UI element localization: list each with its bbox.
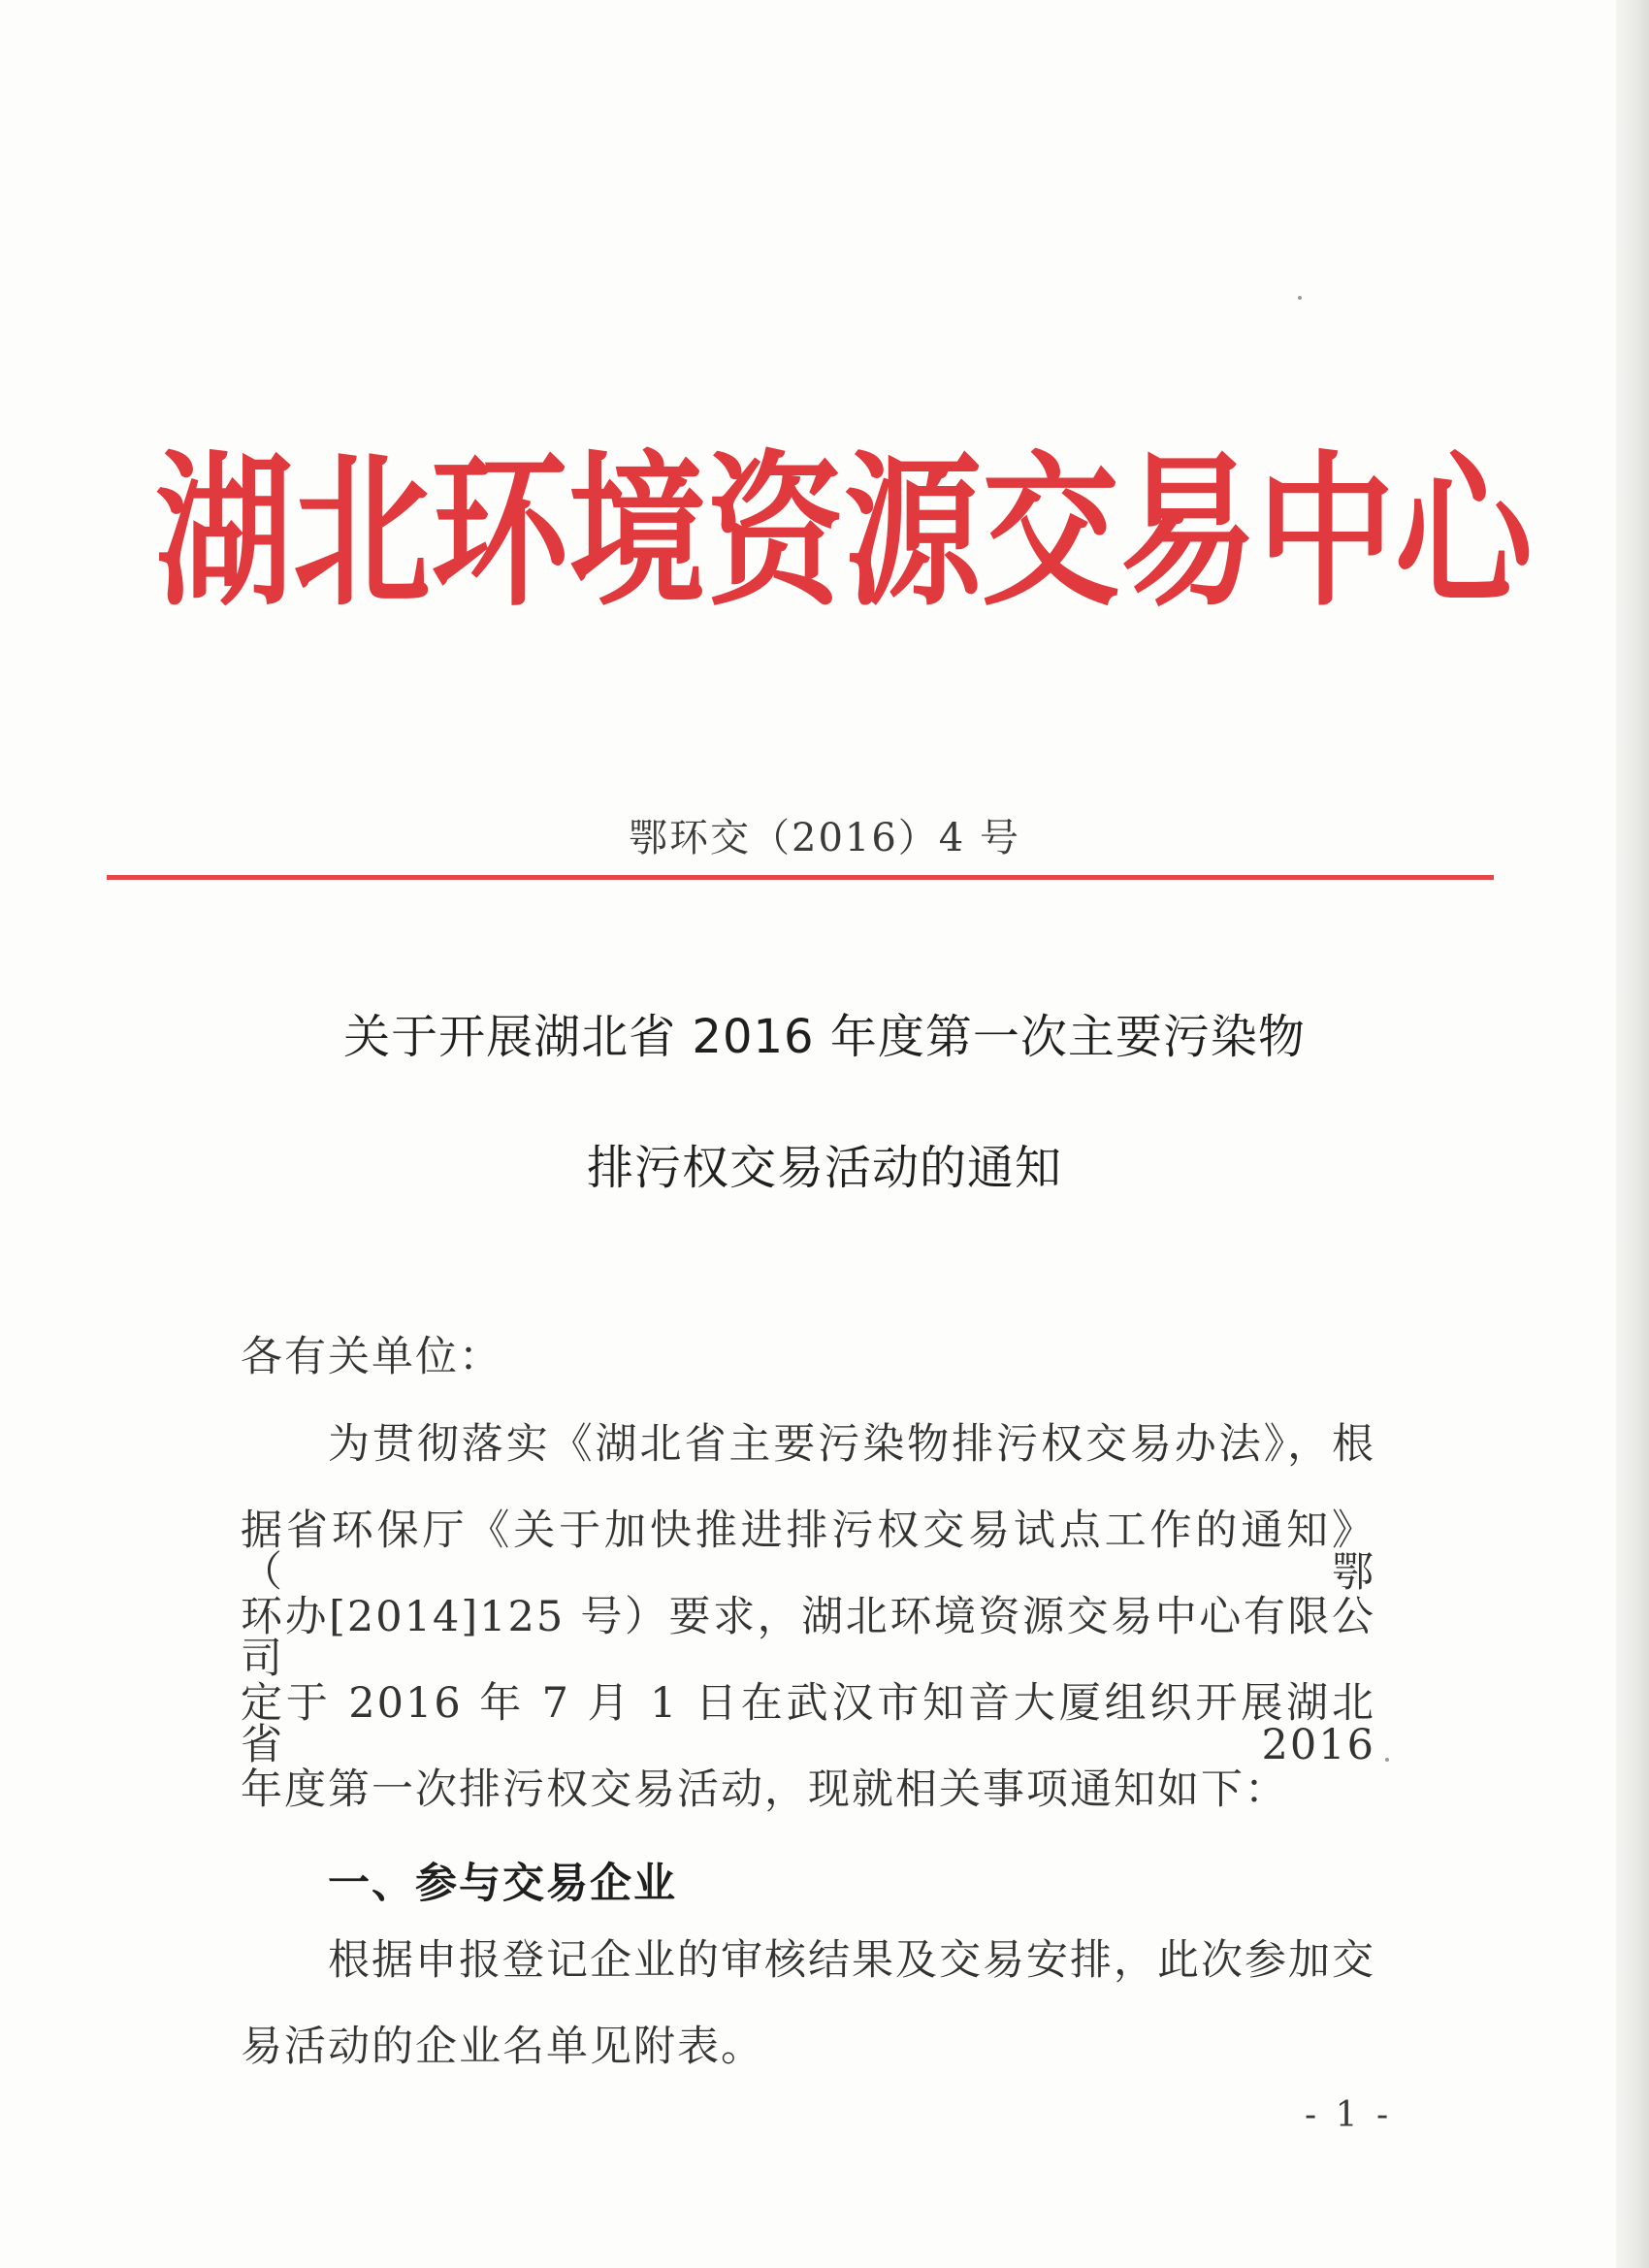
paragraph-1-line: 据省环保厅《关于加快推进排污权交易试点工作的通知》（鄂 (241, 1507, 1375, 1597)
notice-title-line-2: 排污权交易活动的通知 (586, 1141, 1062, 1195)
paragraph-1-line: 年度第一次排污权交易活动，现就相关事项通知如下： (241, 1766, 1288, 1814)
org-char: 易 (1119, 437, 1257, 630)
organization-header (155, 405, 1533, 662)
page-number: - 1 - (1305, 2095, 1393, 2135)
org-char: 境 (568, 437, 706, 630)
scan-speck (1298, 296, 1302, 300)
notice-title-line-1: 关于开展湖北省 2016 年度第一次主要污染物 (343, 1010, 1306, 1064)
paragraph-1-line: 环办[2014]125 号）要求，湖北环境资源交易中心有限公司 (241, 1593, 1375, 1683)
paragraph-1-line: 为贯彻落实《湖北省主要污染物排污权交易办法》，根 (328, 1420, 1375, 1469)
org-char: 源 (844, 437, 982, 630)
section-heading-participants: 一、参与交易企业 (328, 1860, 677, 1908)
scan-speck (1385, 1758, 1389, 1762)
paragraph-2-line: 根据申报登记企业的审核结果及交易安排，此次参加交 (328, 1936, 1375, 1985)
org-char: 北 (293, 437, 431, 630)
org-char: 资 (706, 437, 844, 630)
org-char: 心 (1395, 437, 1533, 630)
org-char: 交 (982, 437, 1119, 630)
document-number: 鄂环交（2016）4 号 (629, 816, 1020, 860)
red-divider-line (107, 875, 1494, 880)
paragraph-2-line: 易活动的企业名单见附表。 (241, 2023, 764, 2071)
org-char: 中 (1257, 437, 1395, 630)
org-char: 环 (431, 437, 568, 630)
salutation: 各有关单位： (241, 1333, 502, 1381)
paragraph-1-line: 定于 2016 年 7 月 1 日在武汉市知音大厦组织开展湖北省 2016 (241, 1679, 1375, 1769)
org-char: 湖 (155, 437, 293, 630)
